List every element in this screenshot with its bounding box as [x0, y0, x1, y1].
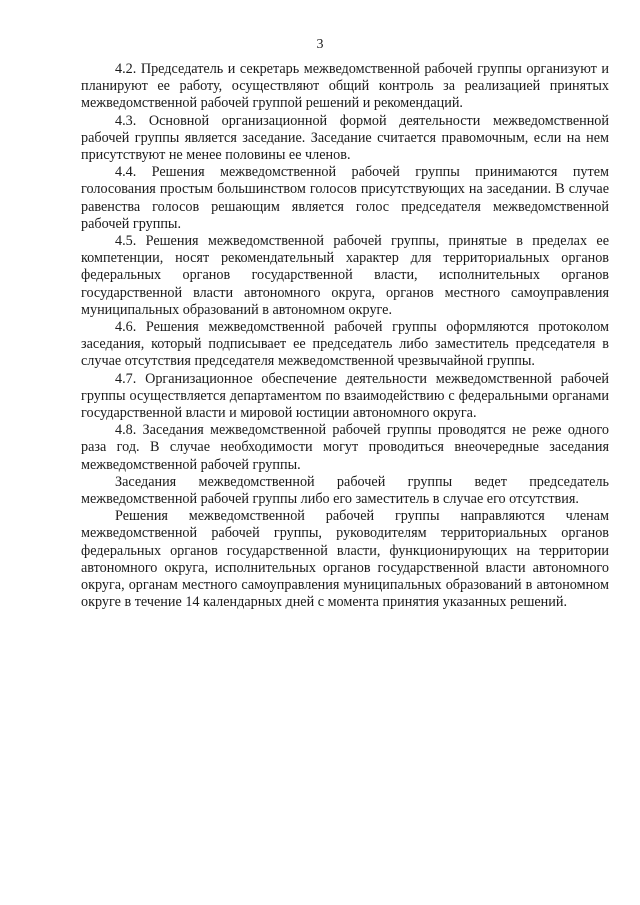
page-number: 3: [316, 37, 324, 52]
paragraph-4-8: 4.8. Заседания межведомственной рабочей группы проводятся не реже одного раза год. В случае необходимости могут проводиться внеочередные заседания межведомственной рабочей группы.: [81, 422, 609, 473]
paragraph-4-4: 4.4. Решения межведомственной рабочей группы принимаются путем голосования простым большинством голосов присутствующих на заседании. В случае равенства голосов решающим является голос председателя межведомственной рабочей группы.: [81, 164, 609, 232]
paragraph-4-6: 4.6. Решения межведомственной рабочей группы оформляются протоколом заседания, который подписывает ее председатель либо заместитель председателя в случае отсутствия председателя межведомственной чрезвычайной группы.: [81, 319, 609, 370]
paragraph-4-3: 4.3. Основной организационной формой деятельности межведомственной рабочей группы является заседание. Заседание считается правомочным, если на нем присутствуют не менее половины ее членов.: [81, 112, 609, 164]
paragraph-4-5: 4.5. Решения межведомственной рабочей группы, принятые в пределах ее компетенции, носят рекомендательный характер для территориальных органов федеральных органов государственной власти, исполнительных органов государственной власти автономного округа, органов местного самоуправления муниципальных образований в автономном округе.: [81, 233, 609, 318]
paragraph-meetings-chair: Заседания межведомственной рабочей группы ведет председатель межведомственной рабочей группы либо его заместитель в случае его отсутствия.: [81, 473, 609, 508]
paragraph-4-7: 4.7. Организационное обеспечение деятельности межведомственной рабочей группы осуществляется департаментом по взаимодействию с федеральными органами государственной власти и мировой юстиции автономного округа.: [81, 370, 609, 422]
paragraph-decisions-distribution: Решения межведомственной рабочей группы направляются членам межведомственной рабочей группы, руководителям территориальных органов федеральных органов государственной власти, функционирующих на территории автономного округа, исполнительных органов государственной власти автономного округа, органам местного самоуправления муниципальных образований в автономном округе в течение 14 календарных дней с момента принятия указанных решений.: [81, 508, 609, 611]
paragraph-4-2: 4.2. Председатель и секретарь межведомственной рабочей группы организуют и планируют ее работу, осуществляют общий контроль за реализацией принятых межведомственной рабочей группой решений и рекомендаций.: [81, 61, 609, 112]
document-body: [81, 61, 609, 612]
